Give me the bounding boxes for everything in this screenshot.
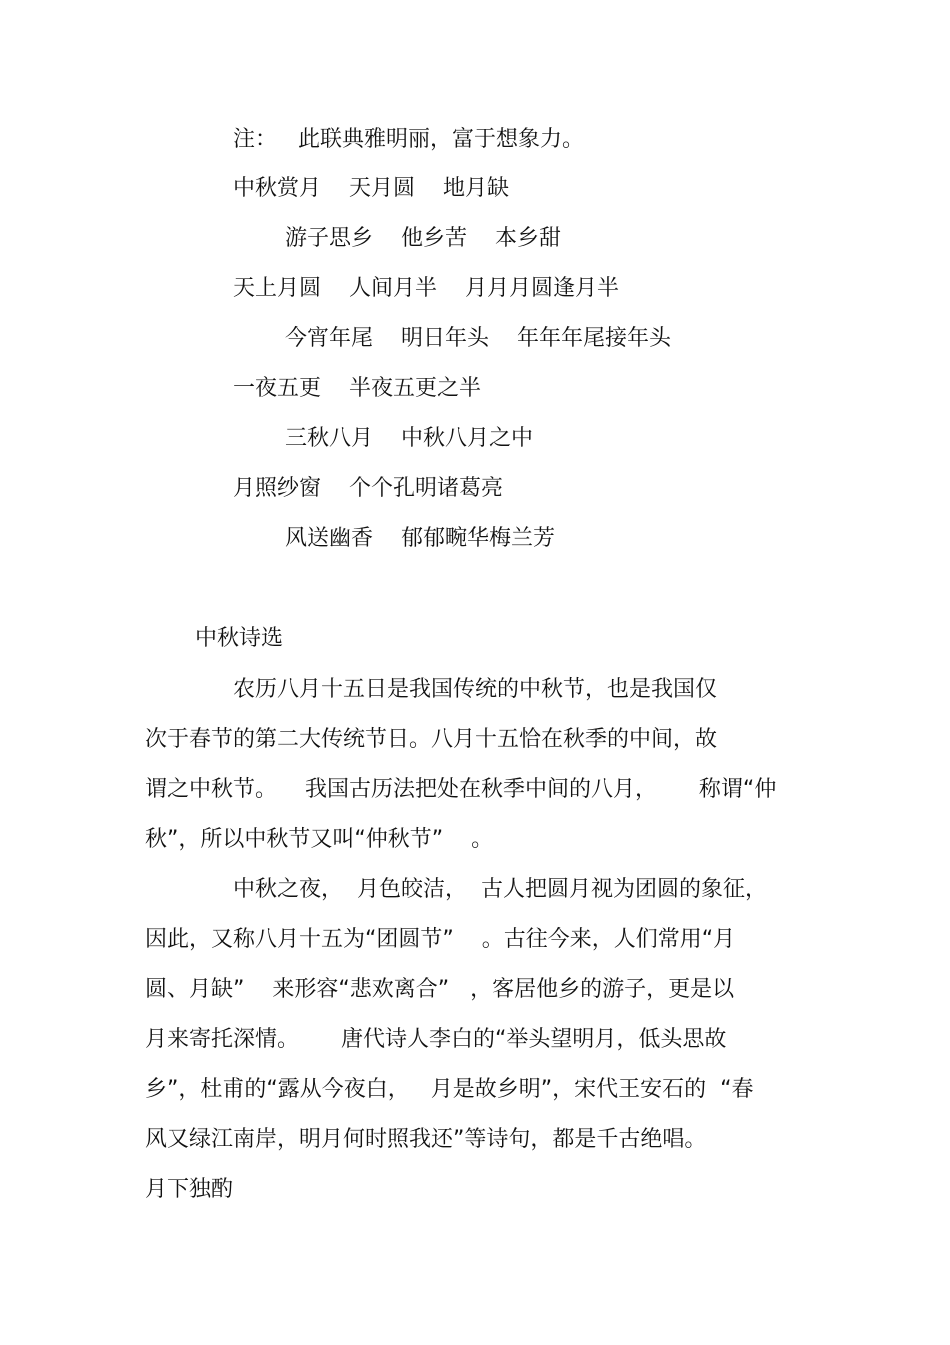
- couplet-line: 中秋赏月 天月圆 地月缺: [233, 176, 509, 201]
- couplet-line: 今宵年尾 明日年头 年年年尾接年头: [285, 326, 671, 351]
- couplet-line: 月照纱窗 个个孔明诸葛亮: [233, 476, 503, 501]
- paragraph-line: 次于春节的第二大传统节日。八月十五恰在秋季的中间，故: [145, 727, 718, 752]
- paragraph-line: 秋”，所以中秋节又叫“仲秋节” 。: [145, 827, 494, 852]
- couplet-line: 三秋八月 中秋八月之中: [285, 426, 533, 451]
- paragraph-line: 月来寄托深情。 唐代诗人李白的“举头望明月，低头思故: [145, 1027, 727, 1052]
- paragraph-line: 圆、月缺” 来形容“悲欢离合” ，客居他乡的游子，更是以: [145, 977, 735, 1002]
- section-title: 中秋诗选: [195, 626, 284, 651]
- paragraph-line: 因此，又称八月十五为“团圆节” 。古往今来，人们常用“月: [145, 927, 736, 952]
- couplet-line: 游子思乡 他乡苦 本乡甜: [285, 226, 561, 251]
- poem-title: 月下独酌: [145, 1177, 234, 1202]
- couplet-line: 风送幽香 郁郁畹华梅兰芳: [285, 526, 555, 551]
- paragraph-line: 中秋之夜， 月色皎洁， 古人把圆月视为团圆的象征，: [233, 877, 767, 902]
- note-text: 注： 此联典雅明丽，富于想象力。: [233, 127, 584, 152]
- couplet-line: 天上月圆 人间月半 月月月圆逢月半: [233, 276, 619, 301]
- paragraph-line: 谓之中秋节。 我国古历法把处在秋季中间的八月， 称谓“仲: [145, 777, 777, 802]
- couplet-line: 一夜五更 半夜五更之半: [233, 376, 481, 401]
- paragraph-line: 农历八月十五日是我国传统的中秋节，也是我国仅: [233, 677, 718, 702]
- paragraph-line: 乡”，杜甫的“露从今夜白， 月是故乡明”，宋代王安石的 “春: [145, 1077, 754, 1102]
- paragraph-line: 风又绿江南岸，明月何时照我还”等诗句，都是千古绝唱。: [145, 1127, 707, 1152]
